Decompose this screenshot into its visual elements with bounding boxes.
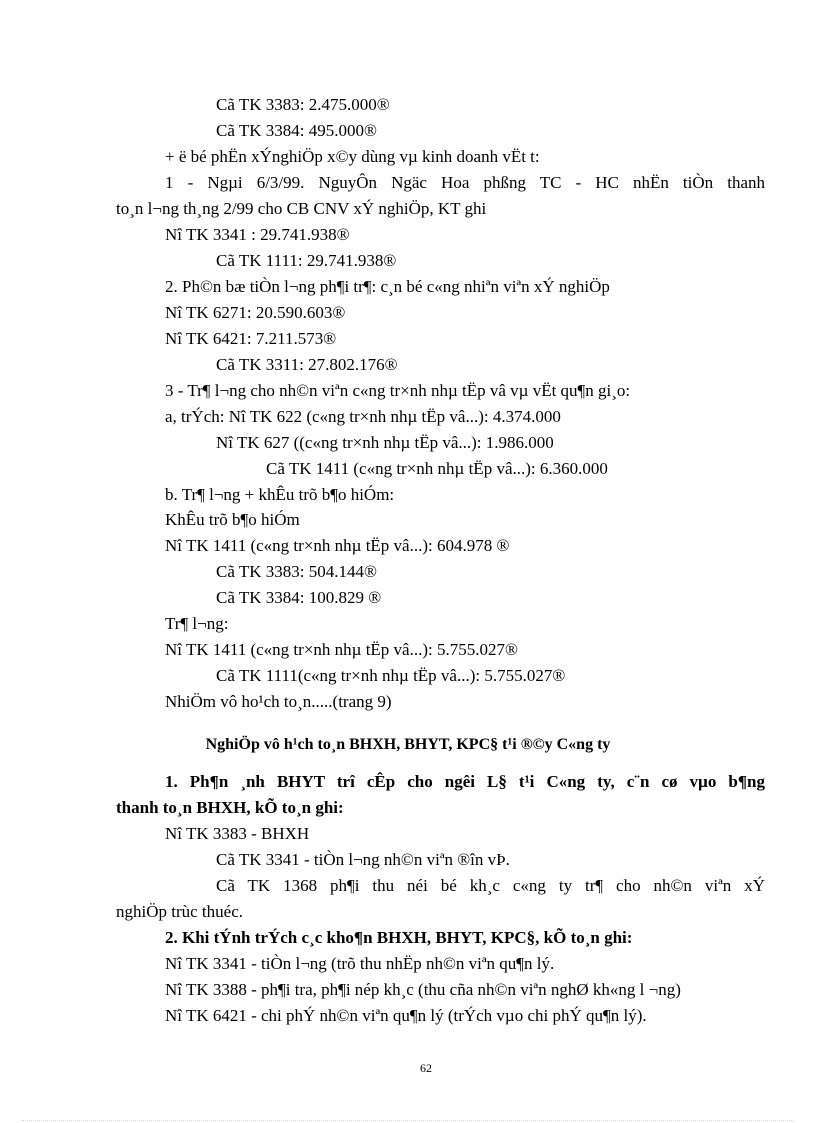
text-line: b. Tr¶ l¬ng + khÊu trõ b¶o hiÓm:	[165, 485, 395, 504]
text-line: Nî TK 3341 : 29.741.938®	[165, 225, 350, 244]
text-line: a, trÝch: Nî TK 622 (c«ng tr×nh nhµ tËp vâ...): 4.374.000	[165, 407, 561, 426]
text-line: Nî TK 627 ((c«ng tr×nh nhµ tËp vâ...): 1.986.000	[216, 433, 554, 452]
text-line: nghiÖp trùc thuéc.	[116, 902, 243, 921]
text-line: Cã TK 1111(c«ng tr×nh nhµ tËp vâ...): 5.755.027®	[216, 666, 566, 685]
text-line: thanh to¸n BHXH, kÕ to¸n ghi:	[116, 798, 344, 817]
text-line: Nî TK 3383 - BHXH	[165, 824, 310, 843]
text-line: Nî TK 1411 (c«ng tr×nh nhµ tËp vâ...): 604.978 ®	[165, 536, 510, 555]
text-line: Cã TK 3383: 2.475.000®	[216, 95, 390, 114]
text-line: Nî TK 1411 (c«ng tr×nh nhµ tËp vâ...): 5.755.027®	[165, 640, 518, 659]
text-line: Nî TK 3388 - ph¶i tra, ph¶i nép kh¸c (thu cña nh©n viªn nghØ kh«ng l ¬ng)	[165, 980, 681, 999]
page-number: 62	[420, 1061, 432, 1075]
text-line: Cã TK 3383: 504.144®	[216, 562, 377, 581]
text-line: to¸n l¬ng th¸ng 2/99 cho CB CNV xÝ nghiÖp, KT ghi	[116, 199, 487, 218]
text-line: Cã TK 1411 (c«ng tr×nh nhµ tËp vâ...): 6.360.000	[266, 459, 608, 478]
text-line: 2. Khi tÝnh trÝch c¸c kho¶n BHXH, BHYT, KPC§, kÕ to¸n ghi:	[165, 928, 633, 947]
text-line: Cã TK 1368 ph¶i thu néi bé kh¸c c«ng ty tr¶ cho nh©n viªn xÝ	[216, 876, 765, 895]
text-line: Tr¶ l¬ng:	[165, 614, 229, 633]
text-line: Cã TK 3311: 27.802.176®	[216, 355, 398, 374]
text-line: Cã TK 3341 - tiÒn l¬ng nh©n viªn ®în vÞ.	[216, 850, 510, 869]
text-line: Cã TK 3384: 495.000®	[216, 121, 377, 140]
text-line: 3 - Tr¶ l¬ng cho nh©n viªn c«ng tr×nh nhµ tËp vâ vµ vËt qu¶n gi¸o:	[165, 381, 631, 400]
text-line: 1 - Ngµi 6/3/99. NguyÔn Ngäc Hoa phßng TC - HC nhËn tiÒn thanh	[165, 173, 765, 192]
section-heading: NghiÖp vô h¹ch to¸n BHXH, BHYT, KPC§ t¹i ®©y C«ng ty	[205, 736, 611, 753]
page-bottom-divider	[22, 1120, 794, 1121]
text-line: Cã TK 3384: 100.829 ®	[216, 588, 382, 607]
text-line: NhiÖm vô ho¹ch to¸n.....(trang 9)	[165, 692, 392, 711]
text-line: KhÊu trõ b¶o hiÓm	[165, 510, 300, 529]
text-line: Nî TK 3341 - tiÒn l¬ng (trõ thu nhËp nh©n viªn qu¶n lý.	[165, 954, 555, 973]
text-line: Cã TK 1111: 29.741.938®	[216, 251, 397, 270]
text-line: 1. Ph¶n ¸nh BHYT trî cÊp cho ngêi L§ t¹i C«ng ty, c¨n cø vµo b¶ng	[165, 772, 765, 791]
text-line: + ë bé phËn xÝnghiÖp x©y dùng vµ kinh doanh vËt t:	[165, 147, 540, 166]
text-line: 2. Ph©n bæ tiÒn l¬ng ph¶i tr¶: c¸n bé c«ng nhiªn viªn xÝ nghiÖp	[165, 277, 610, 296]
text-line: Nî TK 6421 - chi phÝ nh©n viªn qu¶n lý (trÝch vµo chi phÝ qu¶n lý).	[165, 1006, 647, 1025]
text-line: Nî TK 6421: 7.211.573®	[165, 329, 337, 348]
text-line: Nî TK 6271: 20.590.603®	[165, 303, 346, 322]
